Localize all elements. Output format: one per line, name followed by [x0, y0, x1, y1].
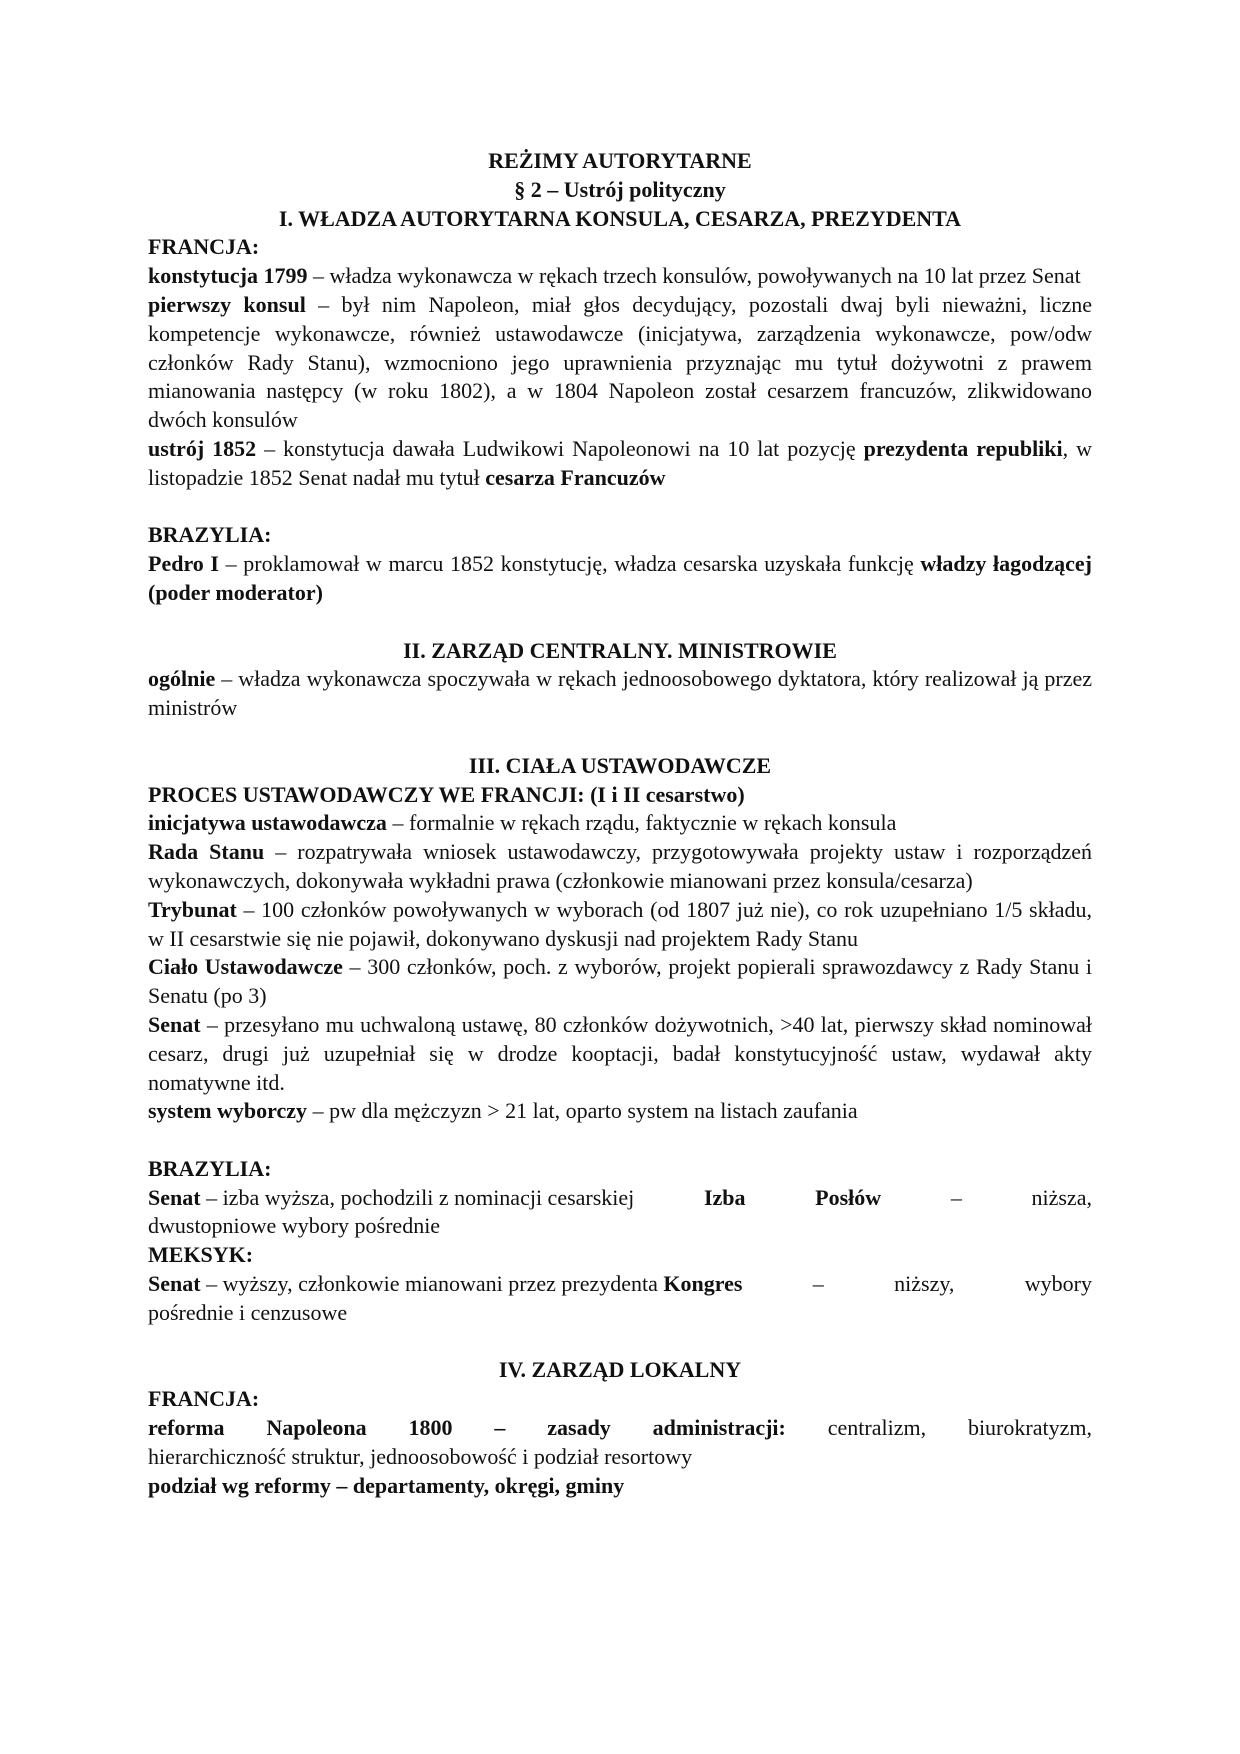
paragraph — [148, 896, 1092, 954]
paragraph-line: dwustopniowe wybory pośrednie — [148, 1213, 441, 1239]
term: inicjatywa ustawodawcza — [148, 810, 387, 836]
term: Pedro I — [148, 551, 219, 577]
term: ustrój 1852 — [148, 435, 257, 461]
text: – formalnie w rękach rządu, faktycznie w rękach konsula — [386, 810, 897, 836]
section-heading-3: III. CIAŁA USTAWODAWCZE — [468, 752, 772, 778]
paragraph-row — [148, 1270, 1092, 1299]
text: – konstytucja dawała Ludwikowi Napoleonowi na 10 lat pozycję — [256, 435, 864, 461]
paragraph — [148, 262, 1092, 291]
term: zasady — [547, 1415, 611, 1441]
document-body — [148, 147, 1092, 1500]
spacer — [148, 608, 1092, 637]
label-brazil: BRAZYLIA: — [148, 522, 272, 548]
section-heading-2: II. ZARZĄD CENTRALNY. MINISTROWIE — [403, 637, 837, 663]
spacer — [148, 1328, 1092, 1357]
spacer — [148, 1126, 1092, 1155]
term: system wyborczy — [148, 1098, 308, 1124]
label-france: FRANCJA: — [148, 1386, 260, 1412]
term: prezydenta republiki — [863, 435, 1063, 461]
dash: – — [812, 1271, 824, 1297]
paragraph-bold: podział wg reformy – departamenty, okręgi, gminy — [148, 1472, 625, 1498]
text: , w listopadzie 1852 Senat nadał mu tytuł — [148, 435, 1092, 490]
term: pierwszy konsul — [148, 291, 306, 317]
paragraph-line: hierarchiczność struktur, jednoosobowość i podział resortowy — [148, 1443, 693, 1469]
term: Izba — [703, 1184, 746, 1210]
paragraph — [148, 291, 1092, 435]
term: Kongres — [663, 1271, 743, 1297]
paragraph — [148, 838, 1092, 896]
term: Trybunat — [148, 896, 237, 922]
term: Senat — [148, 1011, 201, 1037]
term: reforma — [148, 1415, 225, 1441]
text — [148, 1270, 742, 1299]
term: cesarza Francuzów — [485, 464, 666, 490]
paragraph — [148, 435, 1092, 493]
label-brazil: BRAZYLIA: — [148, 1155, 272, 1181]
term: konstytucja 1799 — [148, 263, 308, 289]
dash: – — [950, 1184, 962, 1210]
text: – izba wyższa, pochodzili z nominacji cesarskiej — [200, 1184, 635, 1210]
text: biurokratyzm, — [967, 1415, 1092, 1441]
term: Senat — [148, 1184, 201, 1210]
spacer — [148, 723, 1092, 752]
text: wybory — [1024, 1271, 1092, 1297]
text: centralizm, — [827, 1415, 927, 1441]
paragraph — [148, 550, 1092, 608]
term: administracji: — [652, 1415, 786, 1441]
term: – — [494, 1415, 506, 1441]
paragraph — [148, 665, 1092, 723]
text: – pw dla mężczyzn > 21 lat, oparto system na listach zaufania — [307, 1098, 858, 1124]
term: ogólnie — [148, 666, 216, 692]
paragraph-line: pośrednie i cenzusowe — [148, 1299, 348, 1325]
label-france: FRANCJA: — [148, 234, 260, 260]
text: – proklamował w marcu 1852 konstytucję, władza cesarska uzyskała funkcję — [219, 551, 921, 577]
spacer — [148, 493, 1092, 522]
term: Napoleona — [266, 1415, 367, 1441]
term: Senat — [148, 1271, 201, 1297]
text: – był nim Napoleon, miał głos decydujący, pozostali dwaj byli nieważni, liczne kompetencje wykonawcze, również ustawodawcze (inicjatywa, zarządzenia wykonawcze, pow/odw członków Rady Stanu), wzmocniono jego uprawnienia przyznając mu tytuł dożywotni z prawem mianowania następcy (w roku 1802), a w 1804 Napoleon został cesarzem francuzów, zlikwidowano dwóch konsulów — [148, 291, 1092, 433]
text: – 300 członków, poch. z wyborów, projekt popierali sprawozdawcy z Rady Stanu i Senatu (po 3) — [148, 954, 1092, 1009]
paragraph — [148, 1097, 1092, 1126]
term: władzy łagodzącej (poder moderator) — [148, 551, 1093, 605]
label-mexico: MEKSYK: — [148, 1242, 254, 1268]
term: Rada Stanu — [148, 839, 265, 865]
section-heading-1: I. WŁADZA AUTORYTARNA KONSULA, CESARZA, PREZYDENTA — [278, 205, 962, 231]
text: – władza wykonawcza spoczywała w rękach jednoosobowego dyktatora, który realizował ją przez ministrów — [148, 666, 1092, 721]
text: – rozpatrywała wniosek ustawodawczy, przygotowywała projekty ustaw i rozporządzeń wykonawczych, dokonywała wykładni prawa (członkowie mianowani przez konsula/cesarza) — [148, 839, 1093, 893]
term — [704, 1184, 746, 1213]
term — [815, 1184, 881, 1213]
paragraph — [148, 953, 1092, 1011]
document-subtitle: § 2 – Ustrój polityczny — [514, 176, 726, 202]
subheading: PROCES USTAWODAWCZY WE FRANCJI: (I i II cesarstwo) — [148, 781, 745, 807]
term: Posłów — [815, 1184, 882, 1210]
paragraph-row — [148, 1184, 1092, 1213]
text: – przesyłano mu uchwaloną ustawę, 80 członków dożywotnich, >40 lat, pierwszy skład nominował cesarz, drugi już uzupełniał się w drodze kooptacji, badał konstytucyjność ustaw, wydawał akty nomatywne itd. — [148, 1011, 1092, 1095]
text: niższy, — [894, 1271, 955, 1297]
paragraph — [148, 809, 1092, 838]
document-title: REŻIMY AUTORYTARNE — [488, 148, 752, 173]
text — [148, 1184, 634, 1213]
paragraph — [148, 1011, 1092, 1097]
term: 1800 — [408, 1415, 453, 1441]
text: – wyższy, członkowie mianowani przez prezydenta — [200, 1271, 658, 1297]
term: Ciało Ustawodawcze — [148, 954, 343, 980]
text: niższa, — [1031, 1184, 1092, 1210]
text: – władza wykonawcza w rękach trzech konsulów, powoływanych na 10 lat przez Senat — [307, 263, 1081, 289]
paragraph-row — [148, 1414, 1092, 1443]
section-heading-4: IV. ZARZĄD LOKALNY — [498, 1357, 742, 1383]
text: – 100 członków powoływanych w wyborach (od 1807 już nie), co rok uzupełniano 1/5 składu, w II cesarstwie się nie pojawił, dokonywano dyskusji nad projektem Rady Stanu — [148, 896, 1092, 951]
